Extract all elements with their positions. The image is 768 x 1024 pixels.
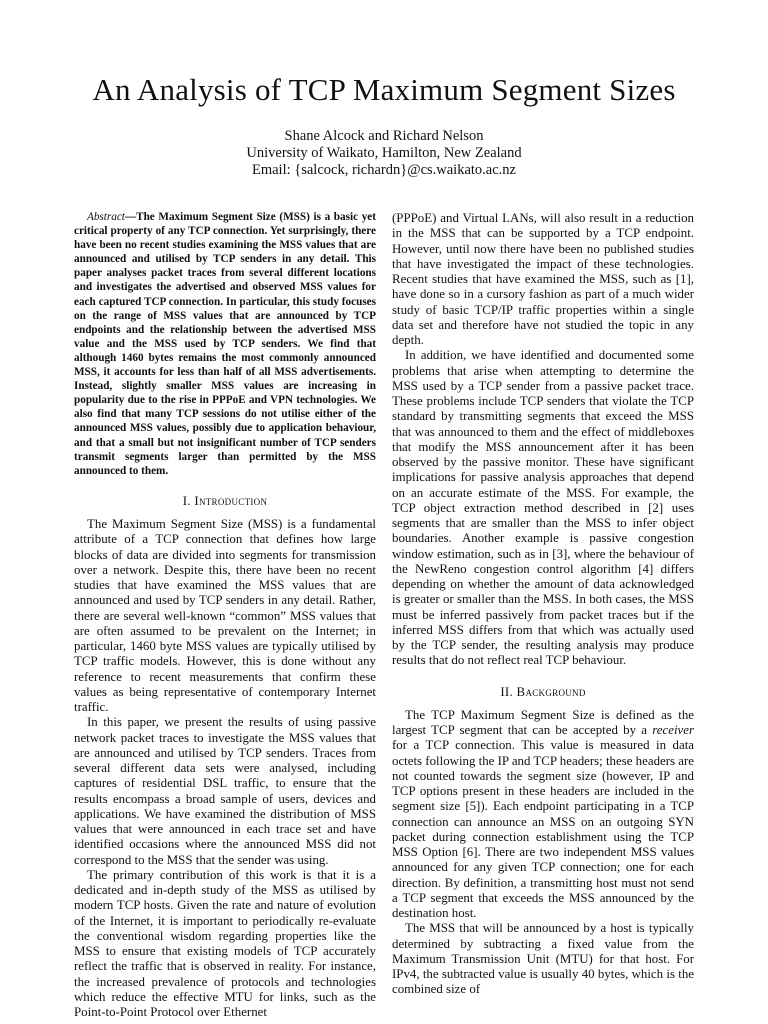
abstract-text: —The Maximum Segment Size (MSS) is a basic yet critical property of any TCP connection. Yet surprisingly, there have been no recent studies examining the MSS values that are announced and utilised by TCP senders in any detail. This paper analyses packet traces from several different locations and investigates the advertised and observed MSS values for each captured TCP connection. In particular, this study focuses on the range of MSS values that are announced by TCP endpoints and the relationship between the advertised MSS value and the MSS used by TCP senders. We find that although 1460 bytes remains the most commonly announced MSS, it accounts for less than half of all MSS advertisements. Instead, slightly smaller MSS values are increasing in popularity due to the rise in PPPoE and VPN technologies. We also find that many TCP sessions do not utilise either of the announced MSS values, possibly due to application behaviour, and that a small but not insignificant number of TCP senders transmit segments larger than permitted by the MSS announced to them. [74, 211, 376, 477]
intro-paragraph-1: The Maximum Segment Size (MSS) is a fundamental attribute of a TCP connection that defines how large blocks of data are divided into segments for transmission over a network. Despite this, there have been no recent studies that have examined the MSS values that are announced and used by TCP senders in any detail. Rather, there are several well-known “common” MSS values that are often assumed to be prevalent on the Internet; in particular, 1460 byte MSS values are typically utilised by TCP traffic models. However, this is done without any reference to recent measurements that confirm these values as being representative of contemporary Internet traffic. [74, 517, 376, 715]
intro-paragraph-3: The primary contribution of this work is that it is a dedicated and in-depth study of the MSS as utilised by modern TCP hosts. Given the rate and nature of evolution of the Internet, it is important to periodically re-evaluate the conventional wisdom regarding properties like the MSS to ensure that existing models of TCP accurately reflect the traffic that is observed in reality. For instance, the increased prevalence of protocols and technologies which reduce the effective MTU for links, such as the Point-to-Point Protocol over Ethernet [74, 867, 376, 1020]
background-text-b: for a TCP connection. This value is measured in data octets following the IP and TCP headers; these headers are not counted towards the segment size (however, IP and TCP options present in these headers are included in the segment size [5]). Each endpoint participating in a TCP connection can announce an MSS on an outgoing SYN packet during connection establishment using the TCP MSS Option [6]. There are two independent MSS values announced for any given TCP connection; one for each direction. By definition, a transmitting host must not send a TCP segment that exceeds the MSS announced by the destination host. [392, 738, 695, 920]
author-names: Shane Alcock and Richard Nelson [284, 128, 484, 144]
paper-title: An Analysis of TCP Maximum Segment Sizes [92, 72, 676, 107]
background-paragraph-2: The MSS that will be announced by a host is typically determined by subtracting a fixed value from the Maximum Transmission Unit (MTU) for that host. For IPv4, the subtracted value is usually 40 bytes, which is the combined size of [392, 921, 694, 997]
section-heading-background: II. Background [500, 684, 586, 699]
intro-paragraph-3-continued: (PPPoE) and Virtual LANs, will also result in a reduction in the MSS that can be supported by a TCP endpoint. However, until now there have been no published studies that have investigated the impact of these technologies. Recent studies that have examined the MSS, such as [1], have done so in a cursory fashion as part of a much wider study of basic TCP/IP traffic properties within a single data set and therefore have not studied the topic in any depth. [392, 211, 694, 347]
intro-paragraph-2: In this paper, we present the results of using passive network packet traces to investigate the MSS values that are announced and utilised by TCP senders. Traces from several different data sets were analysed, including captures of residential DSL traffic, to ensure that the results encompass a broad sample of users, devices and applications. We have examined the distribution of MSS values that were announced in each trace set and have identified occasions where the announced MSS did not correspond to the MSS that the sender was using. [74, 715, 376, 867]
author-block [0, 128, 768, 179]
section-heading-introduction: I. Introduction [182, 493, 268, 508]
abstract [74, 210, 376, 478]
background-paragraph-1 [392, 708, 694, 922]
left-column [74, 210, 376, 1020]
intro-paragraph-4: In addition, we have identified and documented some problems that arise when attempting to determine the MSS used by a TCP sender from a passive packet trace. These problems include TCP senders that violate the TCP standard by transmitting segments that exceed the MSS that was announced to them and the effect of middleboxes that modify the MSS announcement after it has been observed by the passive monitor. These have significant implications for passive analysis approaches that depend on an accurate estimate of the MSS. For example, the TCP object extraction method described in [2] uses segments that are smaller than the MSS to infer object boundaries. Another example is passive congestion window estimation, such as in [3], where the behaviour of the NewReno congestion control algorithm [4] differs depending on whether the amount of data acknowledged is greater or smaller than the MSS. In both cases, the MSS must be inferred passively from packet traces but if the inferred MSS differs from that which was actually used by the TCP sender, the resulting analysis may produce results that do not reflect real TCP behaviour. [392, 348, 694, 668]
right-column [392, 211, 694, 998]
abstract-label: Abstract [87, 211, 125, 223]
author-affiliation: University of Waikato, Hamilton, New Zealand [246, 145, 522, 161]
author-email: Email: {salcock, richardn}@cs.waikato.ac.nz [251, 162, 516, 178]
background-text-a: The TCP Maximum Segment Size is defined as the largest TCP segment that can be accepted by a [392, 707, 694, 737]
background-emphasis: receiver [652, 723, 694, 737]
